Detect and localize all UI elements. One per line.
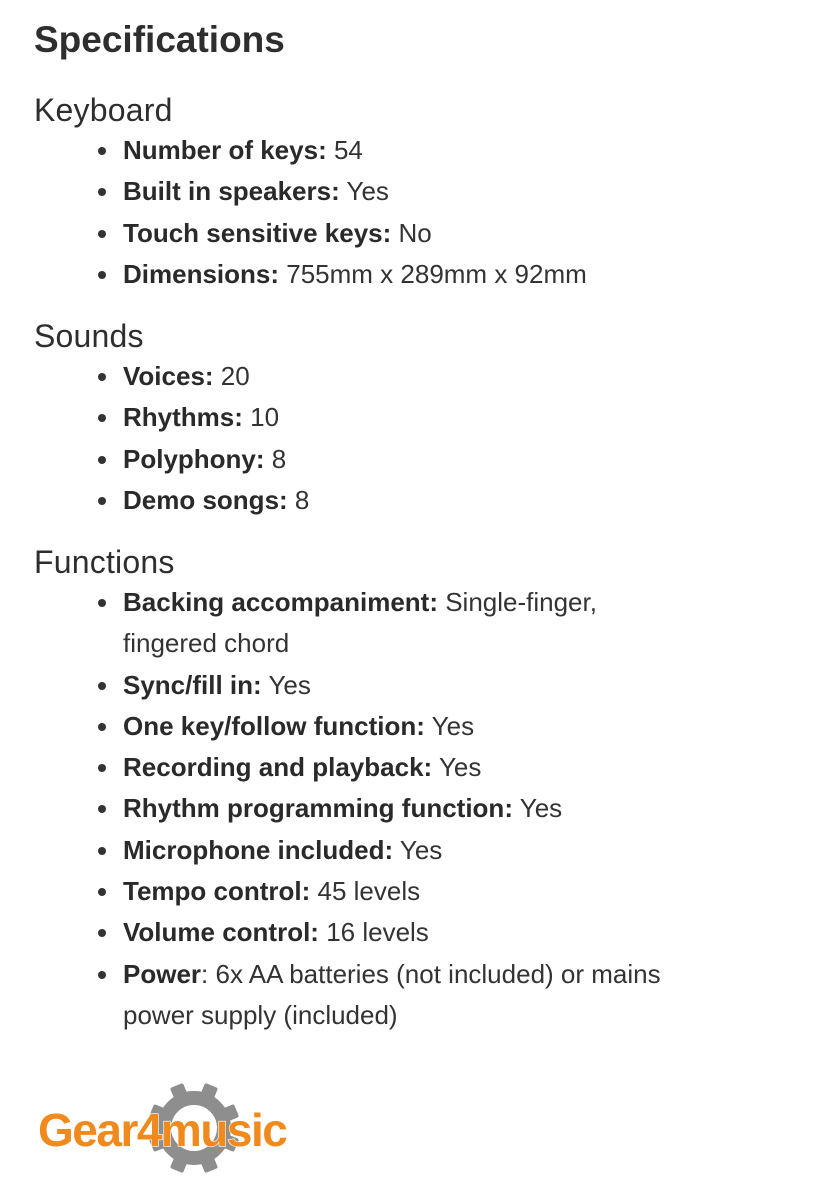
spec-list xyxy=(34,130,794,295)
bullet-icon xyxy=(98,497,106,505)
bullet-icon xyxy=(98,888,106,896)
spec-value: : 6x AA batteries (not included) or mains power supply (included) xyxy=(123,958,661,1030)
spec-value: 54 xyxy=(326,135,363,165)
list-item xyxy=(98,706,698,747)
list-item xyxy=(98,830,698,871)
bullet-icon xyxy=(98,723,106,731)
list-item xyxy=(98,439,794,480)
list-item xyxy=(98,254,794,295)
list-item xyxy=(98,213,794,254)
list-item xyxy=(98,954,698,1037)
bullet-icon xyxy=(98,373,106,381)
section-heading: Functions xyxy=(34,544,175,580)
spec-label: Voices: xyxy=(123,361,214,391)
spec-list xyxy=(34,582,698,1036)
bullet-icon xyxy=(98,230,106,238)
spec-label: Tempo control: xyxy=(123,876,311,907)
spec-value: 16 levels xyxy=(318,917,429,948)
spec-value: 45 levels xyxy=(310,876,421,907)
spec-value: Yes xyxy=(424,710,475,741)
section-functions xyxy=(34,542,794,1036)
spec-label: Rhythm programming function: xyxy=(123,793,513,824)
logo-graphic xyxy=(34,1080,344,1180)
list-item xyxy=(98,480,794,521)
list-item xyxy=(98,356,794,397)
section-heading: Keyboard xyxy=(34,92,173,128)
spec-label: Recording and playback: xyxy=(123,752,433,783)
spec-label: Dimensions: xyxy=(123,258,280,289)
spec-value: Yes xyxy=(512,793,563,824)
spec-label: Built in speakers: xyxy=(123,176,340,207)
bullet-icon xyxy=(98,682,106,690)
spec-value: Yes xyxy=(393,834,443,865)
bullet-icon xyxy=(98,599,106,607)
bullet-icon xyxy=(98,456,106,464)
spec-value: Yes xyxy=(432,752,482,783)
bullet-icon xyxy=(98,414,106,422)
spec-label: One key/follow function: xyxy=(123,710,425,741)
list-item xyxy=(98,171,794,212)
spec-list xyxy=(34,356,794,521)
spec-label: Demo songs: xyxy=(123,484,288,515)
section-keyboard xyxy=(34,90,794,295)
spec-label: Sync/fill in: xyxy=(123,669,262,700)
spec-value: No xyxy=(391,217,432,248)
list-item xyxy=(98,665,698,706)
list-item xyxy=(98,912,698,953)
spec-value: 20 xyxy=(213,361,250,391)
spec-label: Microphone included: xyxy=(123,834,394,865)
bullet-icon xyxy=(98,805,106,813)
list-item xyxy=(98,788,698,829)
spec-label: Rhythms: xyxy=(123,402,243,433)
list-item xyxy=(98,747,698,788)
bullet-icon xyxy=(98,847,106,855)
logo-text: Gear4music xyxy=(38,1104,287,1156)
spec-value: Yes xyxy=(261,669,311,700)
spec-label: Touch sensitive keys: xyxy=(123,217,392,248)
list-item xyxy=(98,582,698,665)
brand-logo xyxy=(34,1080,344,1180)
page-title: Specifications xyxy=(34,19,285,60)
spec-label: Backing accompaniment: xyxy=(123,587,438,617)
bullet-icon xyxy=(98,764,106,772)
spec-value: 8 xyxy=(287,484,310,515)
spec-value: Single-finger, fingered chord xyxy=(123,587,597,659)
spec-label: Power xyxy=(123,958,202,989)
list-item xyxy=(98,397,794,438)
spec-label: Volume control: xyxy=(123,917,319,948)
bullet-icon xyxy=(98,188,106,196)
spec-value: 8 xyxy=(264,443,287,474)
spec-label: Polyphony: xyxy=(123,443,265,474)
spec-value: Yes xyxy=(339,176,389,207)
spec-value: 10 xyxy=(242,402,280,433)
list-item xyxy=(98,130,794,171)
bullet-icon xyxy=(98,147,106,155)
spec-label: Number of keys: xyxy=(123,135,327,165)
section-sounds xyxy=(34,316,794,521)
bullet-icon xyxy=(98,971,106,979)
bullet-icon xyxy=(98,929,106,937)
bullet-icon xyxy=(98,271,106,279)
list-item xyxy=(98,871,698,912)
spec-value: 755mm x 289mm x 92mm xyxy=(279,258,587,289)
section-heading: Sounds xyxy=(34,318,144,354)
